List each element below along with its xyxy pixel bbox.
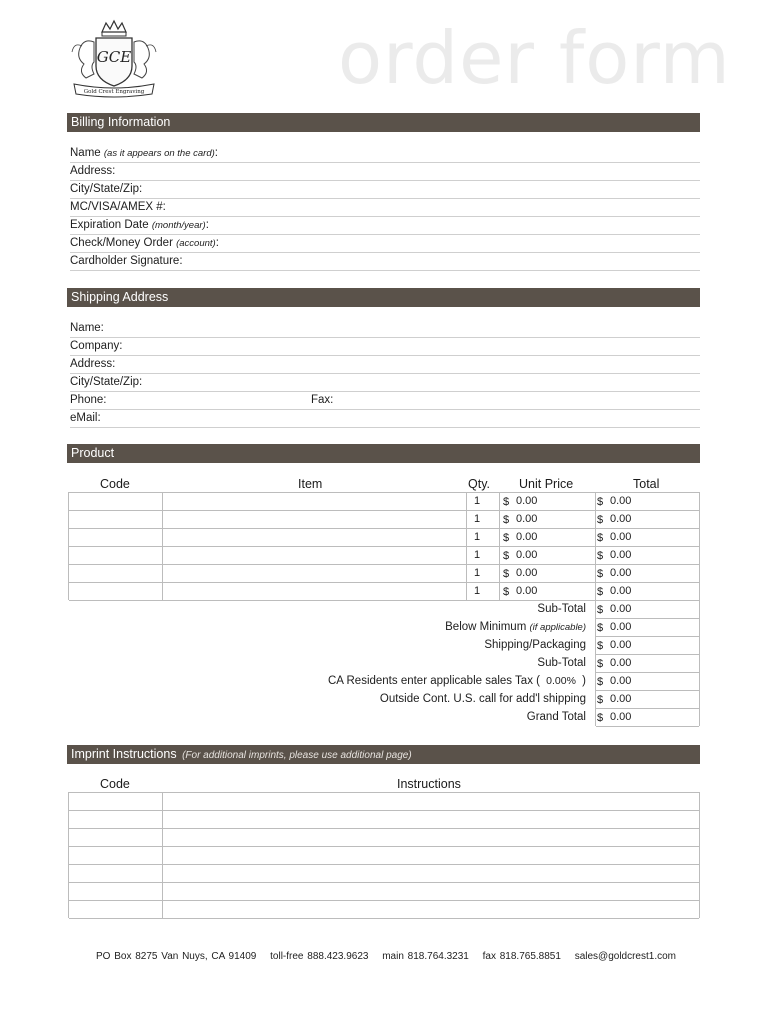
footer-fax: fax 818.765.8851 [482, 951, 561, 962]
below-minimum-label: Below Minimum (if applicable) [445, 621, 586, 633]
product-unit-price[interactable]: 0.00 [516, 531, 538, 543]
product-unit-price[interactable]: 0.00 [516, 567, 538, 579]
product-unit-price[interactable]: 0.00 [516, 585, 538, 597]
shipping-email-field[interactable] [70, 410, 700, 428]
imprint-col-instructions: Instructions [397, 777, 461, 791]
shipping-city-state-zip-field[interactable] [70, 374, 700, 392]
billing-expiration-suffix: : [205, 219, 209, 231]
product-qty[interactable]: 1 [474, 567, 481, 579]
billing-section-header [67, 113, 700, 132]
product-qty[interactable]: 1 [474, 513, 481, 525]
grand-total-label: Grand Total [526, 711, 586, 723]
shipping-address-label: Address: [70, 358, 116, 370]
billing-address-field[interactable] [70, 163, 700, 181]
product-total: 0.00 [610, 585, 632, 597]
billing-expiration-note: (month/year) [151, 220, 206, 231]
product-currency: $ [503, 550, 510, 562]
product-total: 0.00 [610, 531, 632, 543]
billing-signature-field[interactable] [70, 253, 700, 271]
summary-row-subtotal: $ 0.00 [596, 601, 699, 619]
summary-box [595, 600, 700, 726]
imprint-table [68, 792, 700, 918]
imprint-section-header [67, 745, 700, 764]
footer-main-phone: main 818.764.3231 [382, 951, 469, 962]
sales-tax-label: CA Residents enter applicable sales Tax ( 0.00% ) [327, 675, 586, 687]
shipping-fax-label: Fax: [311, 394, 334, 406]
product-currency: $ [503, 586, 510, 598]
imprint-header-label: Imprint Instructions [71, 747, 177, 761]
shipping-name-label: Name: [70, 322, 104, 334]
subtotal-label: Sub-Total [537, 603, 586, 615]
shipping-email-label: eMail: [70, 412, 101, 424]
shipping-section-header [67, 288, 700, 307]
product-qty[interactable]: 1 [474, 585, 481, 597]
billing-check-label: Check/Money Order [70, 237, 173, 249]
product-currency: $ [503, 514, 510, 526]
imprint-row[interactable] [69, 829, 699, 847]
product-currency: $ [503, 568, 510, 580]
product-row[interactable] [69, 529, 699, 547]
product-currency: $ [503, 496, 510, 508]
imprint-row[interactable] [69, 847, 699, 865]
shipping-name-field[interactable] [70, 320, 700, 338]
shipping-phone-field[interactable] [70, 392, 700, 410]
product-total: 0.00 [610, 549, 632, 561]
product-header-label: Product [71, 446, 115, 460]
imprint-row[interactable] [69, 883, 699, 901]
billing-name-field[interactable] [70, 145, 700, 163]
footer-address: PO Box 8275 Van Nuys, CA 91409 [96, 951, 257, 962]
product-qty[interactable]: 1 [474, 495, 481, 507]
imprint-row[interactable] [69, 865, 699, 883]
summary-row-sales-tax: $ 0.00 [596, 673, 699, 691]
billing-name-label: Name [70, 147, 101, 159]
shipping-company-field[interactable] [70, 338, 700, 356]
summary-row-shipping[interactable]: $ 0.00 [596, 637, 699, 655]
summary-row-subtotal-2: $ 0.00 [596, 655, 699, 673]
page-title: order form [338, 16, 731, 100]
product-unit-price[interactable]: 0.00 [516, 513, 538, 525]
product-table [68, 492, 700, 600]
shipping-packaging-label: Shipping/Packaging [484, 639, 586, 651]
logo-monogram: GCE [96, 48, 132, 66]
billing-expiration-field[interactable] [70, 217, 700, 235]
shipping-address-field[interactable] [70, 356, 700, 374]
footer-email[interactable]: sales@goldcrest1.com [574, 951, 677, 962]
logo-banner-text: Gold Crest Engraving [83, 89, 145, 95]
billing-card-label: MC/VISA/AMEX #: [70, 201, 166, 213]
product-col-total: Total [633, 477, 660, 491]
footer-contact [96, 951, 686, 962]
product-unit-price[interactable]: 0.00 [516, 549, 538, 561]
billing-signature-label: Cardholder Signature: [70, 255, 183, 267]
product-col-code: Code [100, 477, 130, 491]
product-currency: $ [597, 568, 604, 580]
summary-row-grand-total: $ 0.00 [596, 709, 699, 727]
product-section-header [67, 444, 700, 463]
shipping-header-label: Shipping Address [71, 290, 169, 304]
product-row[interactable] [69, 583, 699, 601]
product-currency: $ [597, 532, 604, 544]
product-unit-price[interactable]: 0.00 [516, 495, 538, 507]
product-row[interactable] [69, 565, 699, 583]
shipping-city-label: City/State/Zip: [70, 376, 143, 388]
billing-city-label: City/State/Zip: [70, 183, 143, 195]
billing-check-field[interactable] [70, 235, 700, 253]
shipping-phone-label: Phone: [70, 394, 107, 406]
product-row[interactable] [69, 493, 699, 511]
sales-tax-rate[interactable]: 0.00% [546, 675, 576, 687]
billing-card-number-field[interactable] [70, 199, 700, 217]
gold-crest-logo [66, 18, 162, 98]
imprint-row[interactable] [69, 811, 699, 829]
footer-tollfree: toll-free 888.423.9623 [270, 951, 369, 962]
imprint-header-note: (For additional imprints, please use additional page) [182, 750, 412, 761]
outside-us-shipping-label: Outside Cont. U.S. call for add'l shipping [379, 693, 586, 705]
product-qty[interactable]: 1 [474, 549, 481, 561]
product-currency: $ [597, 550, 604, 562]
billing-name-suffix: : [214, 147, 218, 159]
product-currency: $ [597, 586, 604, 598]
billing-name-note: (as it appears on the card) [103, 148, 215, 159]
imprint-row[interactable] [69, 793, 699, 811]
imprint-col-code: Code [100, 777, 130, 791]
summary-row-outside-shipping[interactable]: $ 0.00 [596, 691, 699, 709]
product-total: 0.00 [610, 513, 632, 525]
billing-check-note: (account) [176, 238, 216, 249]
product-currency: $ [503, 532, 510, 544]
product-qty[interactable]: 1 [474, 531, 481, 543]
product-currency: $ [597, 496, 604, 508]
product-total: 0.00 [610, 567, 632, 579]
billing-header-label: Billing Information [71, 115, 171, 129]
product-row[interactable] [69, 511, 699, 529]
billing-expiration-label: Expiration Date [70, 219, 149, 231]
summary-row-below-minimum[interactable]: $ 0.00 [596, 619, 699, 637]
billing-city-state-zip-field[interactable] [70, 181, 700, 199]
imprint-row[interactable] [69, 901, 699, 919]
product-total: 0.00 [610, 495, 632, 507]
product-col-qty: Qty. [468, 477, 490, 491]
product-row[interactable] [69, 547, 699, 565]
shipping-company-label: Company: [70, 340, 123, 352]
product-currency: $ [597, 514, 604, 526]
billing-check-suffix: : [215, 237, 219, 249]
subtotal-2-label: Sub-Total [537, 657, 586, 669]
product-col-item: Item [298, 477, 323, 491]
product-col-unit-price: Unit Price [519, 477, 574, 491]
billing-address-label: Address: [70, 165, 116, 177]
